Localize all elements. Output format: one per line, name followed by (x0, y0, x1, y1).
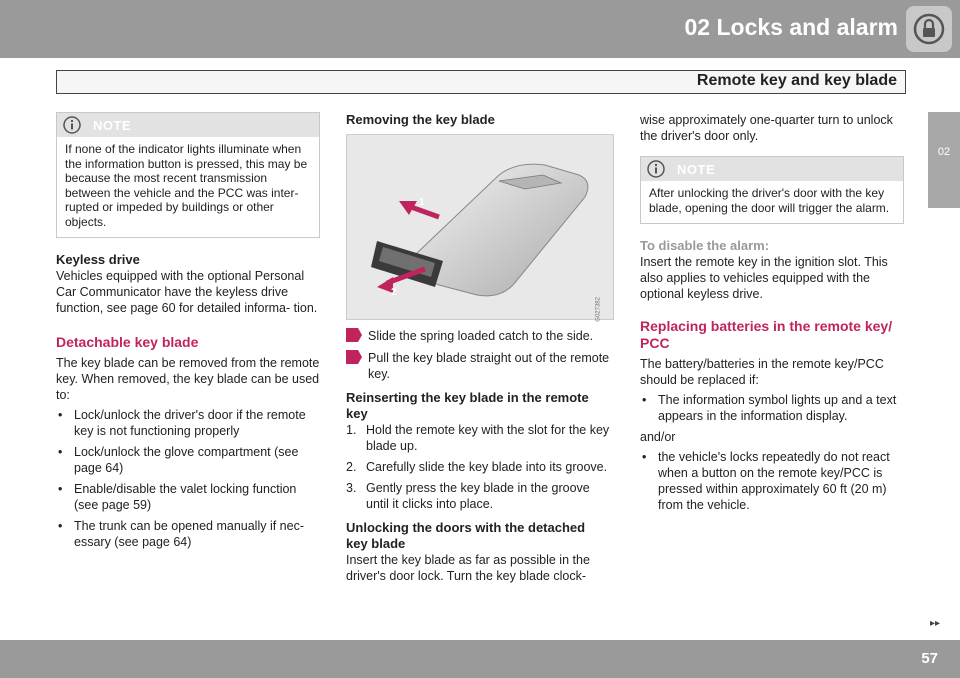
and-or-text: and/or (640, 430, 676, 444)
info-icon (63, 116, 81, 134)
page-number: 57 (921, 650, 938, 667)
note-box (640, 156, 904, 224)
step-1 (346, 328, 610, 344)
key-blade-illustration (346, 134, 614, 320)
key-blade-uses-list (56, 407, 320, 550)
section-title: Remote key and key blade (696, 72, 897, 89)
step-2 (346, 350, 610, 382)
removing-key-blade-heading: Removing the key blade (346, 112, 495, 127)
list-item: • The information symbol lights up and a text appears in the information display. (640, 392, 904, 424)
column-2 (346, 112, 610, 584)
remote-key-image (347, 135, 613, 319)
lock-icon (906, 6, 952, 52)
list-item: 3. Gently press the key blade in the groove until it clicks into place. (346, 481, 590, 511)
chapter-title: 02 Locks and alarm (684, 14, 898, 40)
column-1 (56, 112, 320, 555)
svg-text:1: 1 (419, 197, 425, 208)
page-footer (0, 618, 960, 678)
unlocking-heading: Unlocking the doors with the detached key blade (346, 520, 586, 551)
note-header (57, 113, 319, 137)
continue-arrows-icon: ▸▸ (929, 618, 940, 629)
note-text: After unlocking the driver's door with the key blade, opening the door will trigger the alarm. (649, 186, 890, 215)
replacing-batteries-heading: Replacing batteries in the remote key/ PCC (640, 318, 893, 351)
step-2-text: Pull the key blade straight out of the remote key. (368, 351, 610, 381)
list-item: 1. Hold the remote key with the slot for the key blade up. (346, 423, 610, 453)
info-icon (647, 160, 665, 178)
note-label: NOTE (677, 162, 716, 177)
list-item: • Lock/unlock the glove compartment (see page 64) (56, 444, 320, 476)
step-1-badge-icon (346, 328, 362, 342)
reinserting-heading: Reinserting the key blade in the remote key (346, 390, 589, 421)
unlocking-text: Insert the key blade as far as possible in the driver's door lock. Turn the key blade clock- (346, 553, 590, 583)
keyless-drive-heading: Keyless drive (56, 252, 140, 267)
svg-text:2: 2 (391, 287, 397, 298)
detachable-key-blade-text: The key blade can be removed from the remote key. When removed, the key blade can be used to: (56, 356, 320, 402)
chapter-header (0, 0, 960, 58)
step-1-text: Slide the spring loaded catch to the side. (368, 329, 594, 343)
note-text: If none of the indicator lights illuminate when the information button is pressed, this may be because the most recent transmission between the vehicle and the PCC was inter- rupted or impeded by buildings or other objects. (65, 142, 308, 229)
list-item: • the vehicle's locks repeatedly do not react when a button on the remote key/PCC is pressed within approximately 60 ft (20 m) from the vehicle. (640, 449, 904, 513)
note-header (641, 157, 903, 181)
step-2-badge-icon (346, 350, 362, 364)
detachable-key-blade-heading: Detachable key blade (56, 334, 199, 350)
battery-conditions-list (640, 449, 904, 513)
keyless-drive-text: Vehicles equipped with the optional Personal Car Communicator have the keyless drive function, see page 60 for detailed informa- tion. (56, 269, 318, 315)
battery-conditions-list (640, 392, 904, 424)
column-3 (640, 112, 904, 518)
reinsert-steps-list (346, 422, 610, 512)
list-item: • The trunk can be opened manually if nec- essary (see page 64) (56, 518, 320, 550)
note-box (56, 112, 320, 238)
continued-text: wise approximately one-quarter turn to unlock the driver's door only. (640, 113, 893, 143)
list-item: 2. Carefully slide the key blade into its groove. (346, 460, 608, 474)
disable-alarm-text: Insert the remote key in the ignition slot. This also applies to vehicles equipped with the optional keyless drive. (640, 255, 888, 301)
note-label: NOTE (93, 118, 132, 133)
chapter-side-tab-label: 02 (937, 146, 951, 158)
list-item: • Enable/disable the valet locking function (see page 59) (56, 481, 320, 513)
chapter-side-tab[interactable] (928, 112, 960, 208)
disable-alarm-heading: To disable the alarm: (640, 238, 770, 253)
section-header (56, 70, 906, 94)
figure-code: G027382 (596, 297, 602, 322)
list-item: • Lock/unlock the driver's door if the remote key is not functioning properly (56, 407, 320, 439)
replacing-batteries-text: The battery/batteries in the remote key/PCC should be replaced if: (640, 357, 884, 387)
